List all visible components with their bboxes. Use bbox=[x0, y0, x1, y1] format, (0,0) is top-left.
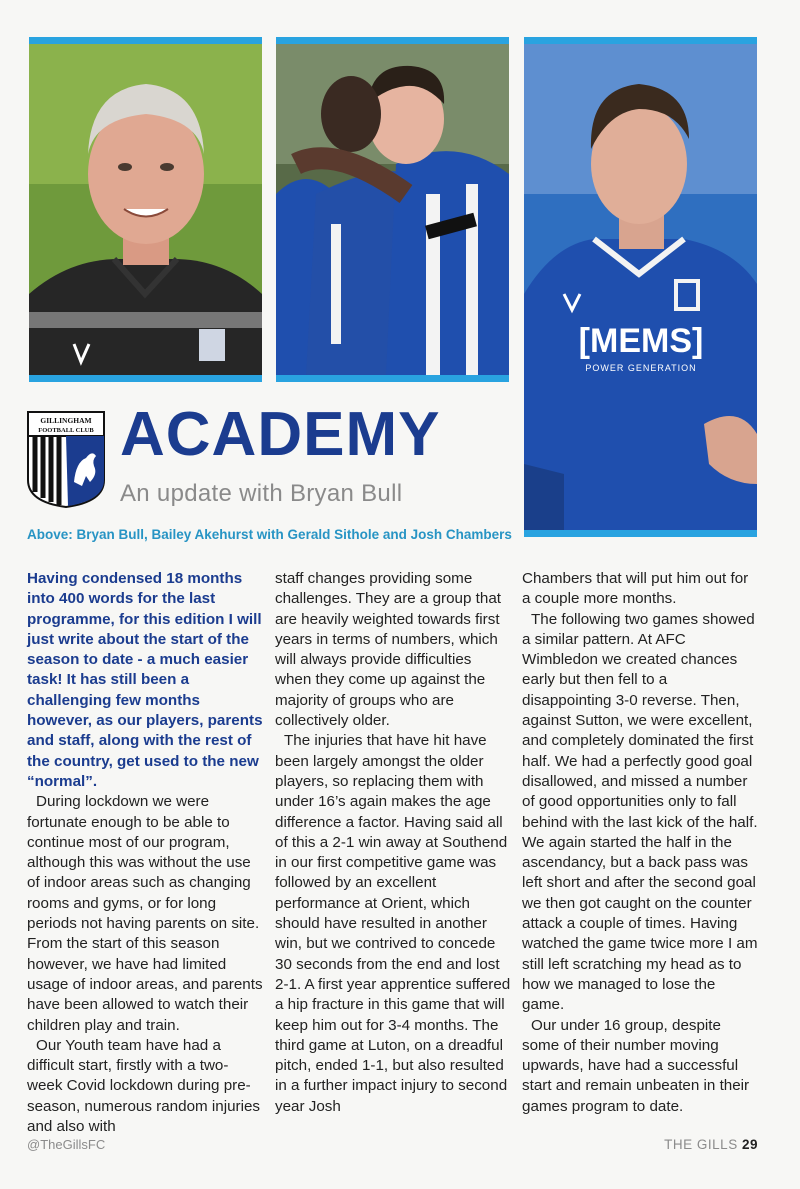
photo-caption: Above: Bryan Bull, Bailey Akehurst with Gerald Sithole and Josh Chambers bbox=[27, 527, 512, 542]
article-column-1 bbox=[27, 569, 263, 1137]
article-column-2 bbox=[275, 569, 511, 1117]
sponsor-logo: [MEMS] bbox=[578, 322, 704, 360]
article-paragraph: The following two games showed a similar pattern. At AFC Wimbledon we created chances early but then fell to a disappointing 3-0 reverse. Then, against Sutton, we were excellent, and completely dominated the first half. We had a perfectly good goal disallowed, and missed a number of good opportunities only to fall behind with the last kick of the half. We again started the half in the ascendancy, but a back pass was left short and after the second goal we then got caught on the counter attack a couple of times. Having watched the game twice more I am still left scratching my head as to how we managed to lose the game. bbox=[522, 610, 758, 1014]
article-paragraph: Our under 16 group, despite some of their number moving upwards, have had a successful start and remain unbeaten in their games program to date. bbox=[522, 1016, 750, 1115]
club-crest-logo bbox=[26, 410, 106, 508]
article-paragraph: During lockdown we were fortunate enough to be able to continue most of our program, although this was without the use of indoor areas such as changing rooms and gyms, or for long periods not having parents on site. From the start of this season however, we have had limited usage of indoor areas, and parents have been allowed to watch their children play and train. bbox=[27, 793, 263, 1034]
footer-social-handle: @TheGillsFC bbox=[27, 1137, 106, 1152]
photo-josh-chambers bbox=[524, 37, 757, 537]
footer-publication: THE GILLS bbox=[664, 1137, 738, 1152]
footer-page-info bbox=[664, 1137, 758, 1152]
crest-text-line2: FOOTBALL CLUB bbox=[38, 427, 94, 434]
article-intro: Having condensed 18 months into 400 words for the last programme, for this edition I will just write about the start of the season to date - a much easier task! It has still been a challenging few months however, as our players, parents and staff, along with the rest of the country, get used to the new “normal”. bbox=[27, 570, 263, 790]
article-paragraph: staff changes providing some challenges. They are a group that are heavily weighted towards first years in terms of numbers, which will always provide difficulties when they come up against the majority of groups who are collectively older. bbox=[275, 570, 501, 730]
photo-bryan-bull bbox=[29, 37, 262, 382]
page-title: ACADEMY bbox=[120, 400, 441, 469]
crest-text-line1: GILLINGHAM bbox=[40, 416, 92, 425]
photo-akehurst-sithole bbox=[276, 37, 509, 382]
article-column-3 bbox=[522, 569, 758, 1117]
sponsor-subtext: POWER GENERATION bbox=[585, 363, 697, 373]
page-subtitle: An update with Bryan Bull bbox=[120, 480, 403, 507]
article-paragraph: The injuries that have hit have been largely amongst the older players, so replacing them with under 16’s again makes the age difference a factor. Having said all of this a 2-1 win away at Southend in our first competitive game was followed by an excellent performance at Orient, which should have resulted in another win, but we contrived to concede 30 seconds from the end and lost 2-1. A first year apprentice suffered a hip fracture in this game that will keep him out for 3-4 months. The third game at Luton, on a dreadful pitch, ended 1-1, but also resulted in a further impact injury to second year Josh bbox=[275, 732, 511, 1115]
page-number: 29 bbox=[741, 1137, 758, 1152]
article-paragraph: Our Youth team have had a difficult start, firstly with a two-week Covid lockdown during pre-season, numerous random injuries and also with bbox=[27, 1036, 260, 1136]
article-paragraph: Chambers that will put him out for a couple more months. bbox=[522, 570, 749, 608]
